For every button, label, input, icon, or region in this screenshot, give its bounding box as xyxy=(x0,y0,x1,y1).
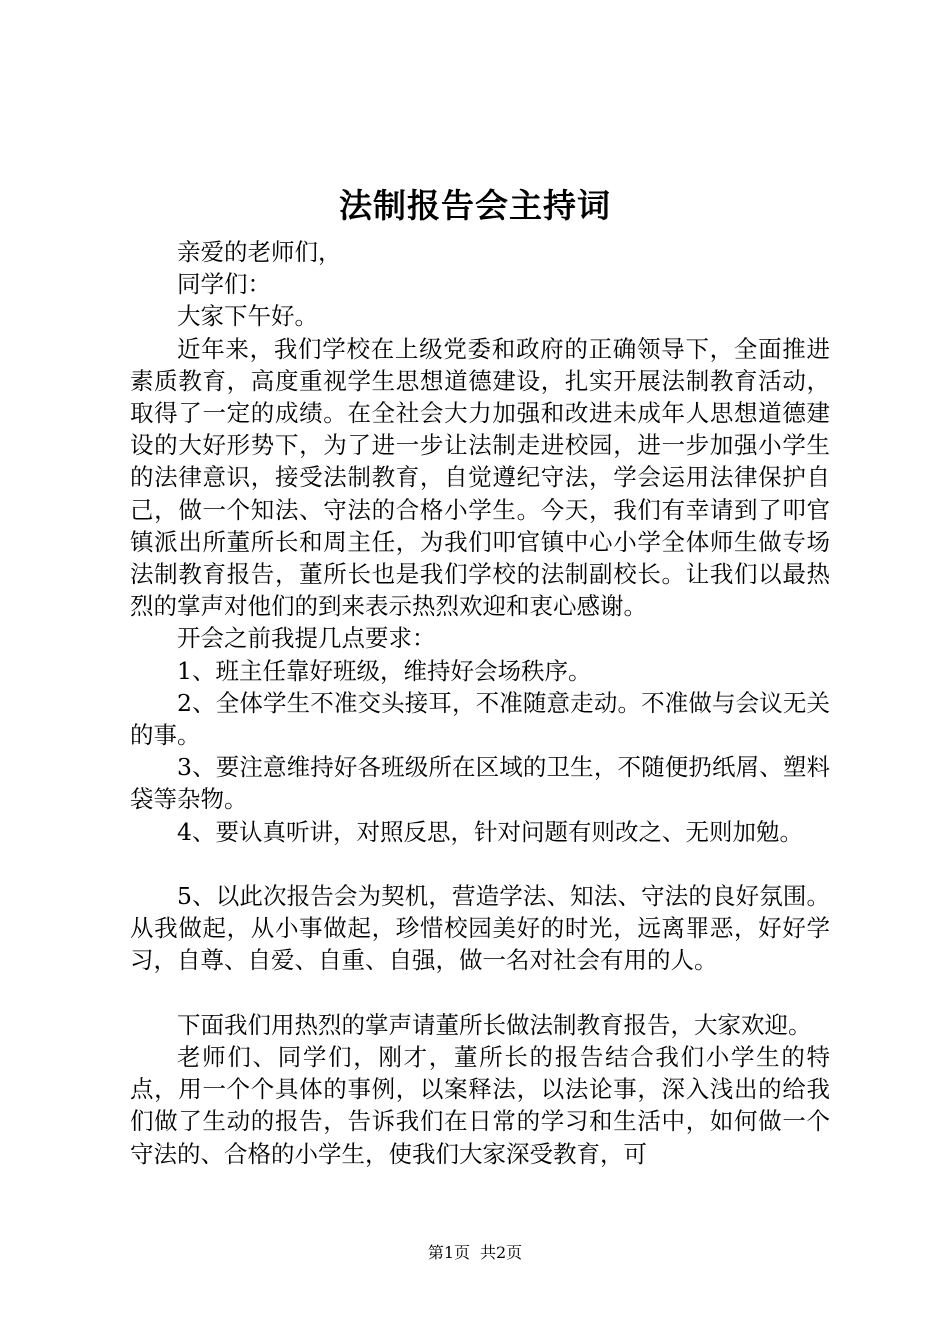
document-body xyxy=(130,236,830,1170)
requirement-item: 2、全体学生不准交头接耳，不准随意走动。不准做与会议无关的事。 xyxy=(130,688,830,750)
blank-line xyxy=(130,977,830,1009)
document-title: 法制报告会主持词 xyxy=(339,186,611,225)
requirement-item: 5、以此次报告会为契机，营造学法、知法、守法的良好氛围。从我做起，从小事做起，珍惜校园美好的时光，远离罪恶，好好学习，自尊、自爱、自重、自强，做一名对社会有用的人。 xyxy=(130,882,830,975)
requirements-heading: 开会之前我提几点要求： xyxy=(177,624,436,653)
requirement-item: 3、要注意维持好各班级所在区域的卫生，不随便扔纸屑、塑料袋等杂物。 xyxy=(130,753,830,814)
requirement-item: 4、要认真听讲，对照反思，针对问题有则改之、无则加勉。 xyxy=(177,817,803,846)
invitation-paragraph: 下面我们用热烈的掌声请董所长做法制教育报告，大家欢迎。 xyxy=(177,1010,812,1039)
greeting: 大家下午好。 xyxy=(177,302,318,331)
closing-paragraph: 老师们、同学们，刚才，董所长的报告结合我们小学生的特点，用一个个具体的事例，以案释法，以法论事，深入浅出的给我们做了生动的报告，告诉我们在日常的学习和生活中，如何做一个守法的、合格的小学生，使我们大家深受教育，可 xyxy=(130,1043,830,1168)
page-footer xyxy=(0,1243,950,1263)
page-number: 第1页 xyxy=(427,1243,470,1262)
intro-paragraph: 近年来，我们学校在上级党委和政府的正确领导下，全面推进素质教育，高度重视学生思想道德建设，扎实开展法制教育活动，取得了一定的成绩。在全社会大力加强和改进未成年人思想道德建设的大好形势下，为了进一步让法制走进校园，进一步加强小学生的法律意识，接受法制教育，自觉遵纪守法，学会运用法律保护自己，做一个知法、守法的合格小学生。今天，我们有幸请到了叩官镇派出所董所长和周主任，为我们叩官镇中心小学全体师生做专场法制教育报告，董所长也是我们学校的法制副校长。让我们以最热烈的掌声对他们的到来表示热烈欢迎和衷心感谢。 xyxy=(130,334,830,621)
requirement-item: 1、班主任靠好班级，维持好会场秩序。 xyxy=(177,656,592,685)
blank-line xyxy=(130,848,830,880)
page-total: 共2页 xyxy=(480,1243,523,1262)
salutation-teachers: 亲爱的老师们， xyxy=(177,238,342,266)
salutation-students: 同学们： xyxy=(177,270,271,299)
